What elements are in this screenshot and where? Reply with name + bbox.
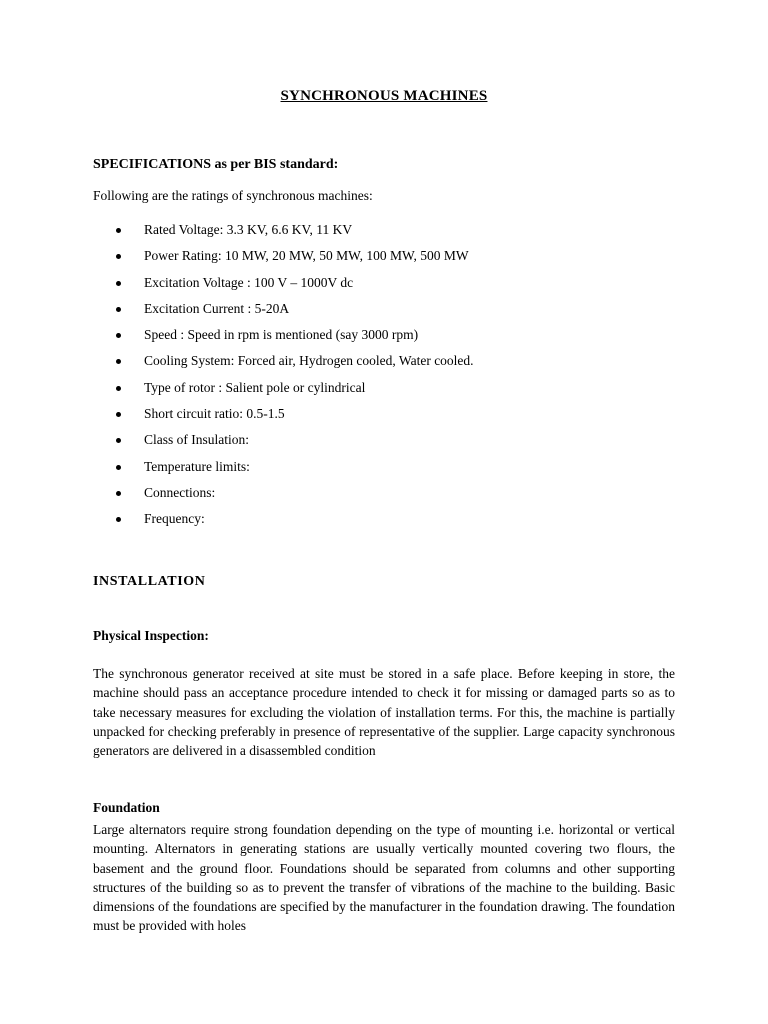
list-item: [93, 325, 474, 351]
physical-inspection-heading: Physical Inspection:: [93, 628, 209, 643]
list-item-text: Excitation Voltage : 100 V – 1000V dc: [144, 274, 354, 290]
bullet-icon: [116, 307, 121, 312]
list-item: [93, 378, 474, 404]
list-item-text: Class of Insulation:: [144, 432, 249, 448]
list-item-text: Speed : Speed in rpm is mentioned (say 3000 rpm): [144, 327, 419, 343]
bullet-icon: [116, 254, 121, 259]
list-item: [93, 404, 474, 430]
list-item: [93, 509, 474, 535]
specifications-list: [93, 220, 474, 536]
foundation-paragraph: Large alternators require strong foundation depending on the type of mounting i.e. horizontal or vertical mounting. Alternators in generating stations are usually vertically mounted covering two flours, the basement and the ground floor. Foundations should be separated from columns and other supporting structures of the building so as to prevent the transfer of vibrations of the machine to the building. Basic dimensions of the foundations are specified by the manufacturer in the foundation drawing. The foundation must be provided with holes: [93, 822, 675, 934]
list-item: [93, 220, 474, 246]
list-item: [93, 457, 474, 483]
bullet-icon: [116, 228, 121, 233]
installation-heading: INSTALLATION: [93, 574, 206, 589]
physical-inspection-paragraph: The synchronous generator received at site must be stored in a safe place. Before keeping in store, the machine should pass an acceptance procedure intended to check it for missing or damaged parts so as to take necessary measures for excluding the violation of installation terms. For this, the machine is partially unpacked for checking preferably in presence of representative of the supplier. Large capacity synchronous generators are delivered in a disassembled condition: [93, 666, 675, 759]
bullet-icon: [116, 517, 121, 522]
bullet-icon: [116, 412, 121, 417]
bullet-icon: [116, 333, 121, 338]
list-item-text: Type of rotor : Salient pole or cylindrical: [144, 379, 366, 395]
specifications-heading: SPECIFICATIONS as per BIS standard:: [93, 157, 339, 172]
list-item: [93, 273, 474, 299]
document-title: SYNCHRONOUS MACHINES: [280, 88, 488, 104]
bullet-icon: [116, 438, 121, 443]
list-item-text: Frequency:: [144, 511, 205, 527]
bullet-icon: [116, 386, 121, 391]
list-item-text: Excitation Current : 5-20A: [144, 300, 290, 316]
list-item-text: Connections:: [144, 484, 216, 500]
list-item-text: Short circuit ratio: 0.5-1.5: [144, 406, 285, 422]
list-item: [93, 299, 474, 325]
list-item-text: Power Rating: 10 MW, 20 MW, 50 MW, 100 MW, 500 MW: [144, 248, 469, 264]
bullet-icon: [116, 359, 121, 364]
bullet-icon: [116, 491, 121, 496]
list-item-text: Temperature limits:: [144, 458, 250, 474]
list-item-text: Cooling System: Forced air, Hydrogen cooled, Water cooled.: [144, 353, 474, 369]
list-item-text: Rated Voltage: 3.3 KV, 6.6 KV, 11 KV: [144, 222, 353, 237]
list-item: [93, 351, 474, 377]
list-item: [93, 430, 474, 456]
list-item: [93, 246, 474, 272]
foundation-heading: Foundation: [93, 800, 160, 815]
bullet-icon: [116, 465, 121, 470]
list-item: [93, 483, 474, 509]
specifications-intro: Following are the ratings of synchronous machines:: [93, 188, 373, 203]
bullet-icon: [116, 281, 121, 286]
